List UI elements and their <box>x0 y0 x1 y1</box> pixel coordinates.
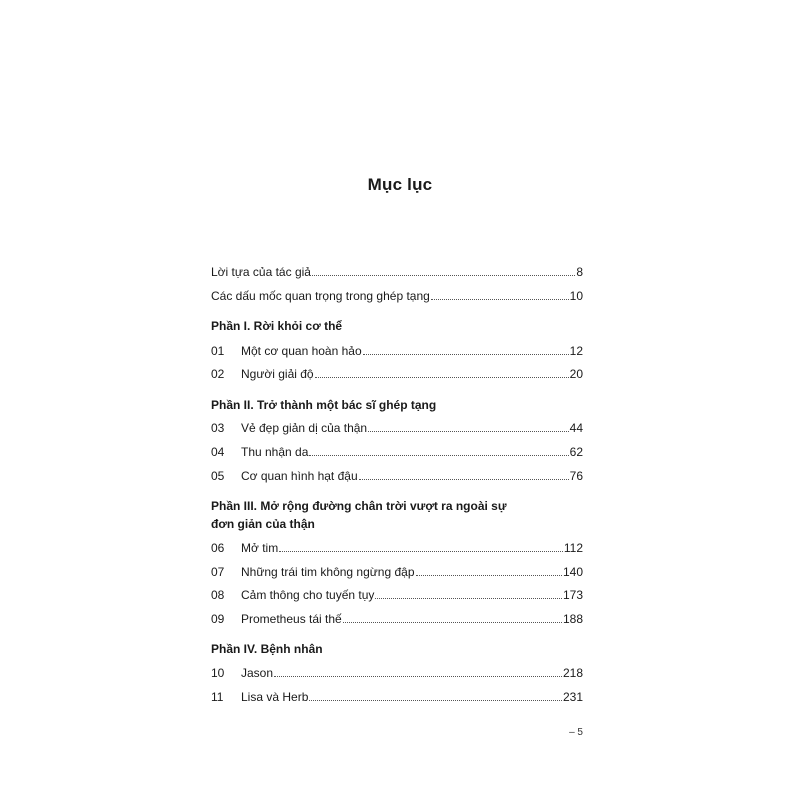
dot-leader <box>368 431 569 432</box>
chapter-page: 76 <box>569 469 583 483</box>
chapter-number: 03 <box>211 421 225 435</box>
chapter-page: 173 <box>562 588 583 602</box>
chapter-title: Vẻ đẹp giản dị của thận <box>241 421 368 435</box>
dot-leader <box>274 676 562 677</box>
dot-leader <box>309 700 562 701</box>
chapter-page: 140 <box>562 565 583 579</box>
toc-entry[interactable] <box>211 289 583 303</box>
dot-leader <box>416 575 562 576</box>
part-heading: Phần III. Mở rộng đường chân trời vượt ra ngoài sự đơn giản của thận <box>211 499 507 531</box>
toc-chapter[interactable] <box>211 367 583 381</box>
chapter-number: 09 <box>211 612 225 626</box>
chapter-title: Prometheus tái thế <box>241 612 342 626</box>
toc-entry[interactable] <box>211 265 583 279</box>
toc-chapter[interactable] <box>211 469 583 483</box>
dot-leader <box>312 275 575 276</box>
part-heading: Phần IV. Bệnh nhân <box>211 642 323 656</box>
chapter-title: Cơ quan hình hạt đậu <box>241 469 358 483</box>
chapter-page: 20 <box>569 367 583 381</box>
page-title: Mục lục <box>367 175 433 194</box>
chapter-number: 06 <box>211 541 225 555</box>
chapter-number: 11 <box>211 690 224 704</box>
toc-chapter[interactable] <box>211 588 583 602</box>
chapter-number: 08 <box>211 588 225 602</box>
chapter-title: Một cơ quan hoàn hảo <box>241 344 362 358</box>
dot-leader <box>343 622 562 623</box>
toc-chapter[interactable] <box>211 666 583 680</box>
chapter-number: 04 <box>211 445 225 459</box>
toc-entry-label: Các dấu mốc quan trọng trong ghép tạng <box>211 289 430 303</box>
chapter-title: Cảm thông cho tuyến tụy <box>241 588 375 602</box>
chapter-number: 05 <box>211 469 225 483</box>
toc-chapter[interactable] <box>211 541 583 555</box>
part-heading: Phần I. Rời khỏi cơ thể <box>211 319 343 333</box>
page-number: – 5 <box>569 727 583 738</box>
chapter-title: Jason <box>241 666 274 680</box>
chapter-number: 02 <box>211 367 225 381</box>
chapter-number: 07 <box>211 565 225 579</box>
chapter-page: 44 <box>569 421 583 435</box>
dot-leader <box>315 377 569 378</box>
chapter-title: Người giải độ <box>241 367 314 381</box>
chapter-title: Thu nhận da <box>241 445 309 459</box>
toc-entry-page: 8 <box>576 265 583 279</box>
toc-chapter[interactable] <box>211 445 583 459</box>
chapter-number: 10 <box>211 666 225 680</box>
dot-leader <box>359 479 569 480</box>
chapter-title: Lisa và Herb <box>241 690 309 704</box>
chapter-title: Mở tim <box>241 541 279 555</box>
chapter-page: 218 <box>562 666 583 680</box>
part-heading: Phần II. Trở thành một bác sĩ ghép tạng <box>211 398 437 412</box>
chapter-title: Những trái tim không ngừng đập <box>241 565 415 579</box>
toc-chapter[interactable] <box>211 344 583 358</box>
toc-chapter[interactable] <box>211 421 583 435</box>
dot-leader <box>363 354 569 355</box>
chapter-number: 01 <box>211 344 225 358</box>
chapter-page: 112 <box>563 541 583 555</box>
chapter-page: 12 <box>569 344 583 358</box>
toc-chapter[interactable] <box>211 565 583 579</box>
chapter-page: 231 <box>562 690 583 704</box>
dot-leader <box>375 598 562 599</box>
dot-leader <box>279 551 563 552</box>
dot-leader <box>431 299 569 300</box>
toc-chapter[interactable] <box>211 690 583 704</box>
toc-entry-label: Lời tựa của tác giả <box>211 265 311 279</box>
toc-entry-page: 10 <box>569 289 583 303</box>
chapter-page: 62 <box>569 445 583 459</box>
toc-chapter[interactable] <box>211 612 583 626</box>
dot-leader <box>309 455 568 456</box>
chapter-page: 188 <box>562 612 583 626</box>
